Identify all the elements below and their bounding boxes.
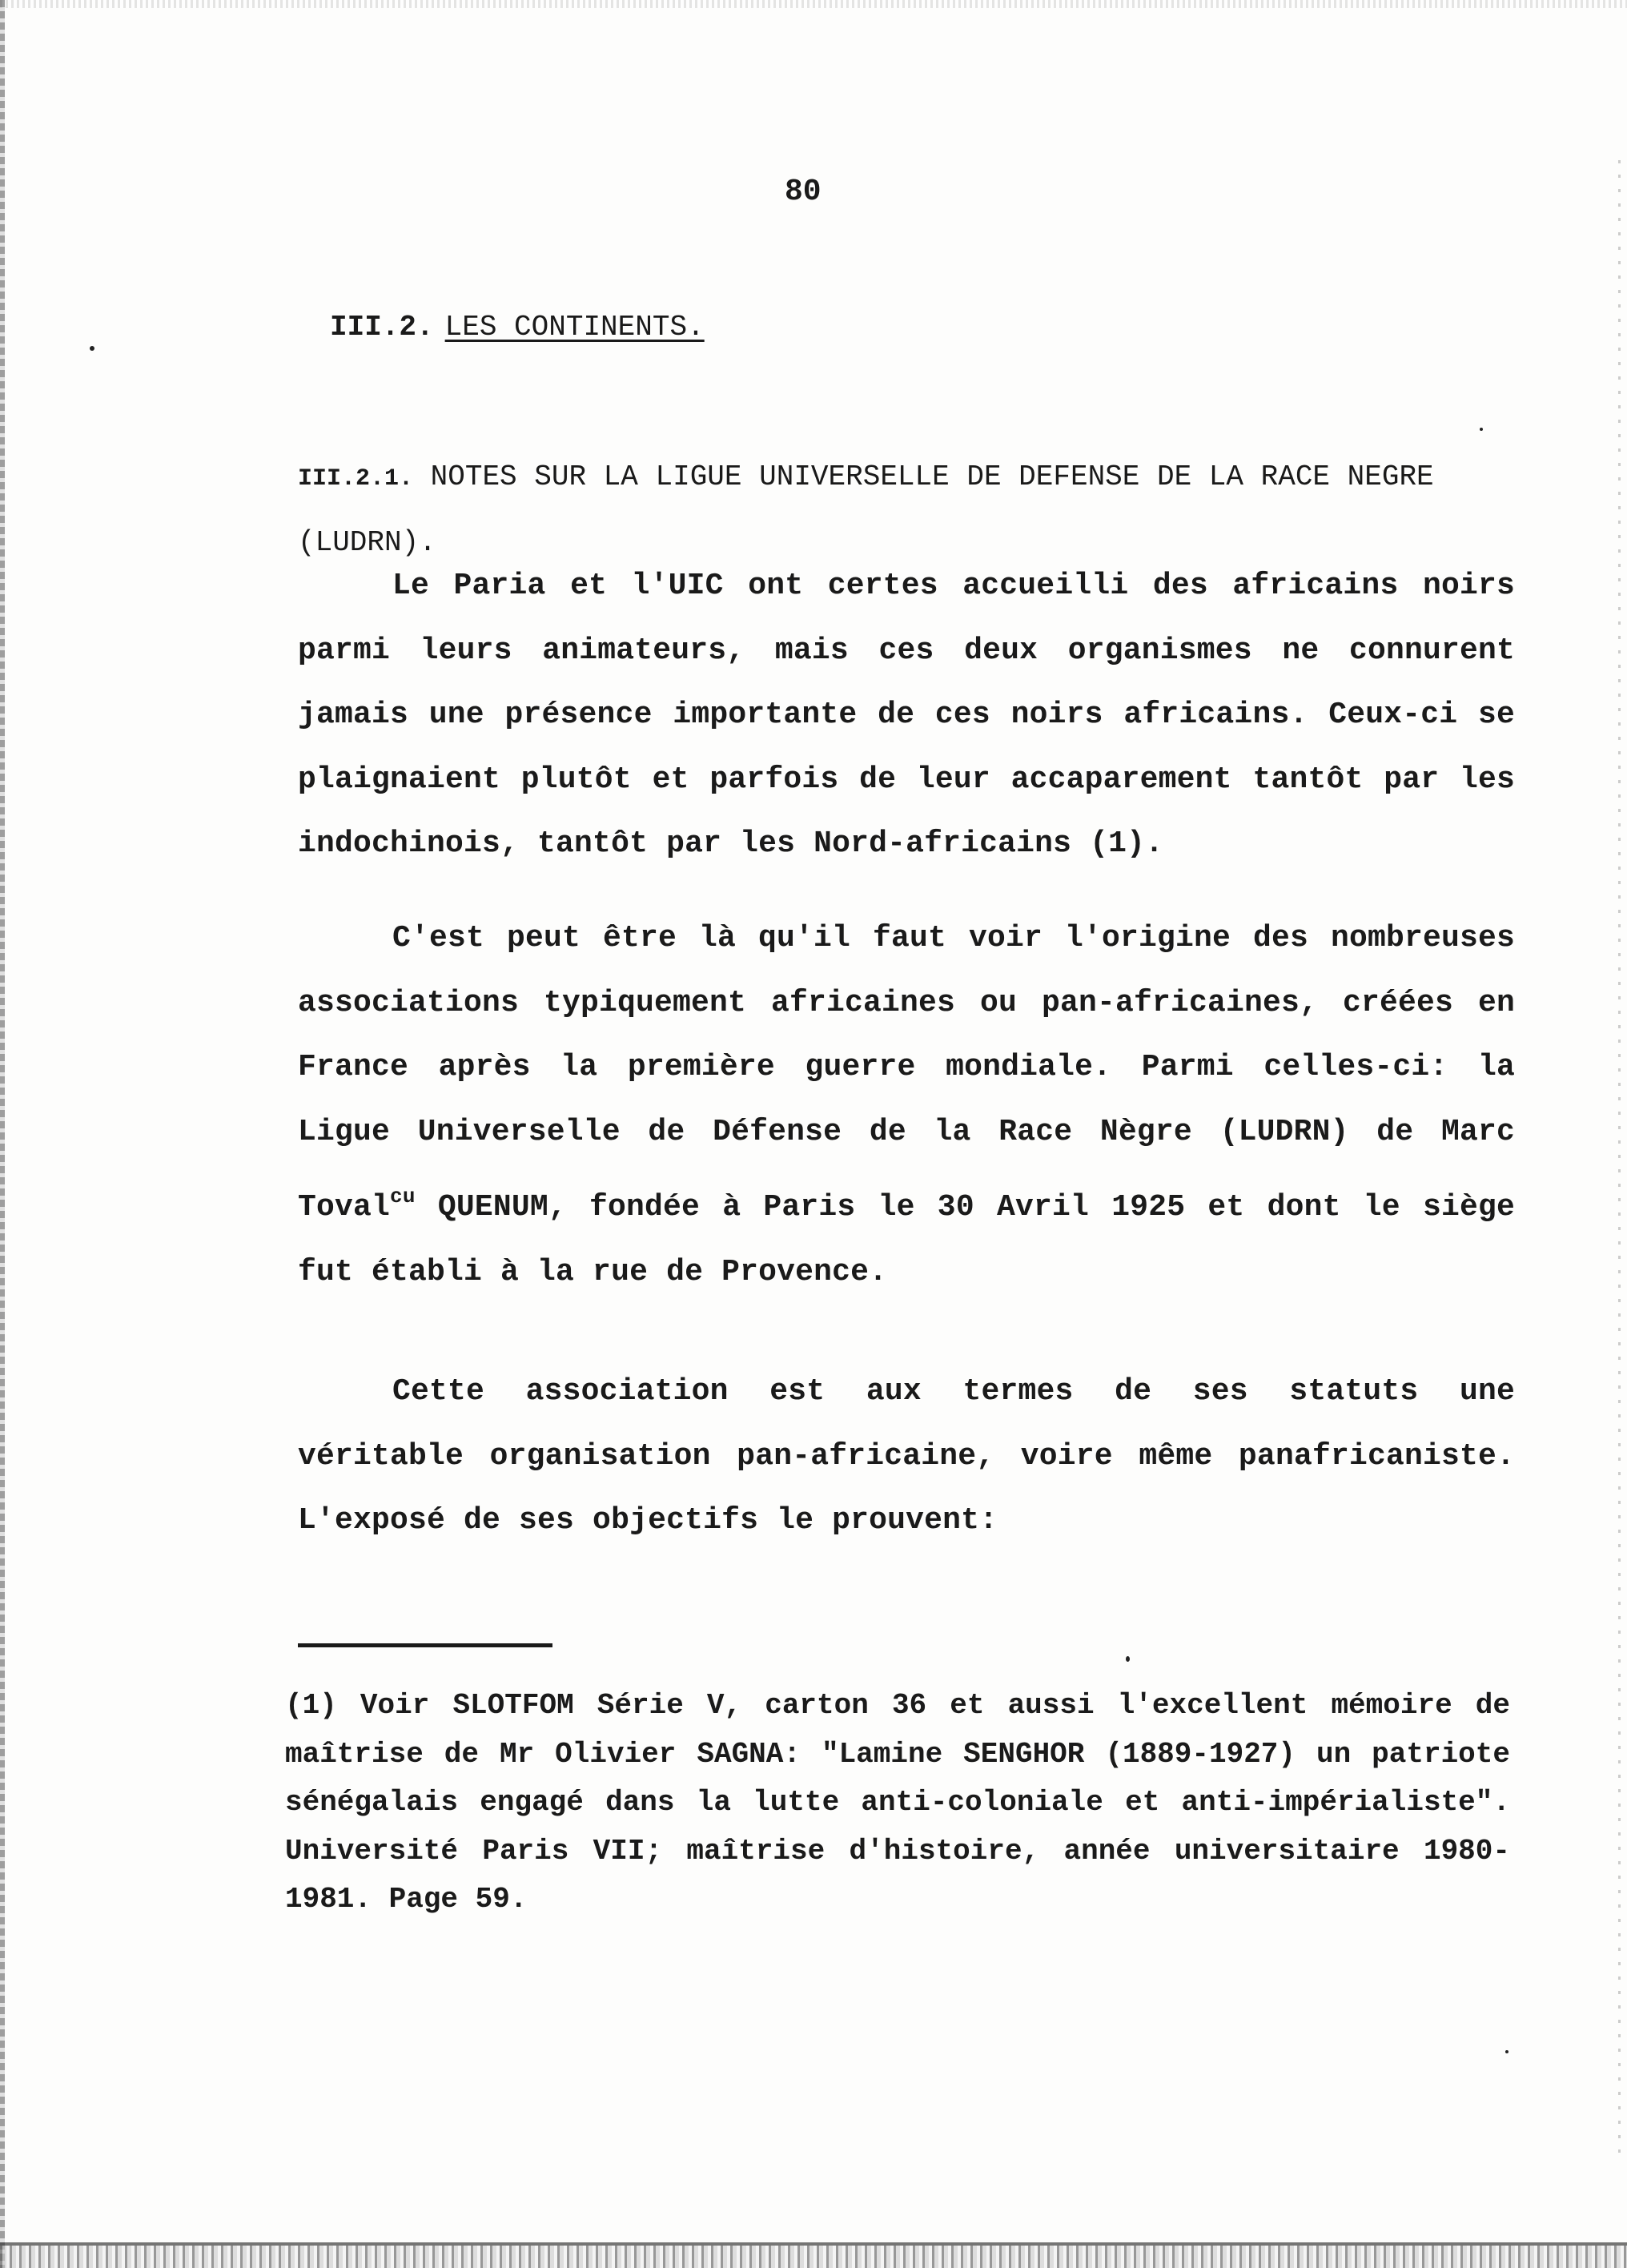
handwritten-insertion: cu	[390, 1184, 416, 1208]
page-number: 80	[785, 175, 822, 209]
scan-speck	[1480, 428, 1483, 431]
section-title: LES CONTINENTS.	[444, 311, 705, 344]
paragraph-2-end: QUENUM, fondée à Paris le 30 Avril 1925 et dont le siège fut établi à la rue de Provence.	[298, 1190, 1515, 1289]
scan-speck	[1505, 2050, 1508, 2053]
paragraph-1: Le Paria et l'UIC ont certes accueilli des africains noirs parmi leurs animateurs, mais ces deux organismes ne connurent jamais une présence importante de ces noirs africains. Ceux-ci se plaignaient plutôt et parfois de leur accaparement tantôt par les indochinois, tantôt par les Nord-africains (1).	[298, 569, 1515, 861]
footnote-separator	[298, 1643, 552, 1647]
scan-edge-right	[1618, 160, 1621, 2162]
paragraph-2	[298, 907, 1515, 1305]
scan-edge-bottom	[0, 2246, 1627, 2268]
paragraph-3: Cette association est aux termes de ses statuts une véritable organisation pan-africaine, voire même panafricaniste. L'exposé de ses objectifs le prouvent:	[298, 1374, 1515, 1538]
subsection-number: III.2.1.	[298, 465, 414, 493]
subsection-title: NOTES SUR LA LIGUE UNIVERSELLE DE DEFENSE DE LA RACE NEGRE (LUDRN).	[298, 460, 1434, 559]
paragraph-2-start: C'est peut être là qu'il faut voir l'origine des nombreuses associations typiquement africaines ou pan-africaines, créées en France après la première guerre mondiale. Parmi celles-ci: la Ligue Universelle de Défense de la Race Nègre (LUDRN) de Marc Toval	[298, 921, 1515, 1224]
footnote: (1) Voir SLOTFOM Série V, carton 36 et aussi l'excellent mémoire de maîtrise de Mr Olivier SAGNA: "Lamine SENGHOR (1889-1927) un patriote sénégalais engagé dans la lutte anti-coloniale et anti-impérialiste". Université Paris VII; maîtrise d'histoire, année universitaire 1980-1981. Page 59.	[285, 1689, 1510, 1916]
scan-edge-top	[0, 0, 1627, 8]
section-heading	[330, 311, 705, 344]
scan-speck	[90, 346, 94, 351]
scan-speck	[1126, 1656, 1130, 1662]
section-number: III.2.	[330, 311, 434, 344]
scan-edge-left	[0, 0, 5, 2268]
